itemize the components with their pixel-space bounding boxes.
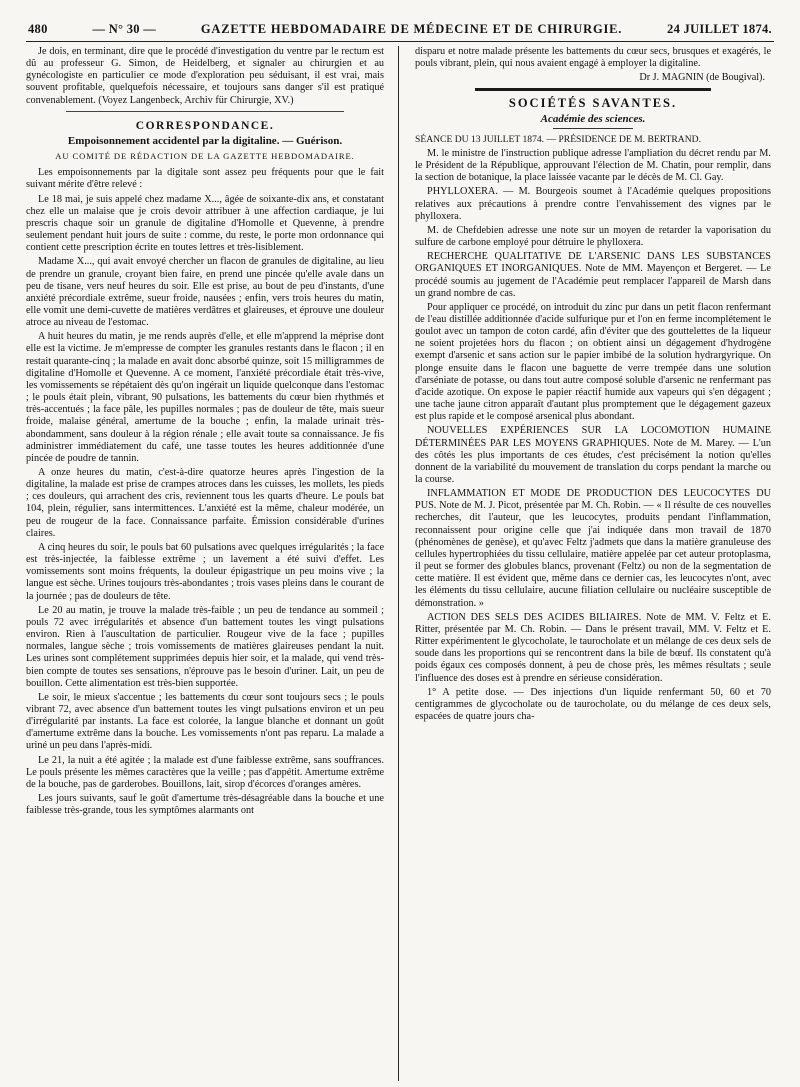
letter-paragraph: Le 20 au matin, je trouve la malade très-faible ; un peu de tendance au sommeil ; pouls 72 avec irrégularités et absence d'un battement toutes les vingt pulsations environ. Rien à l'auscultation de particulier. Rougeur vive de la face ; pupilles normales, langue sèche ; trois vomissements de matières glaireuses pendant la nuit. Les urines sont complétement supprimées depuis hier soir, et la malade, qui vend très-bien compte de toutes ses sensations, n'éprouve pas le besoin d'uriner. Lait, un peu de bouillon. Cette alimentation est très-bien supportée. <box>26 604 384 689</box>
session-line: SÉANCE DU 13 JUILLET 1874. — PRÉSIDENCE DE M. BERTRAND. <box>415 133 701 145</box>
report-paragraph: ACTION DES SELS DES ACIDES BILIAIRES. Note de MM. V. Feltz et E. Ritter, présentée par M. Ch. Robin. — Dans le présent travail, MM. V. Feltz et E. Ritter expérimentent le glycocholate, le taurocholate et un mélange de ces deux sels de soude dans les proportions qui se rencontrent dans la bile de bœuf. Ils constatent qu'à poids égaux ces composés donnent, à peu de chose près, les mêmes résultats ; seule l'influence des doses est à prendre en sérieuse considération. <box>415 611 771 684</box>
report-paragraph: M. de Chefdebien adresse une note sur un moyen de retarder la vaporisation du sulfure de carbone employé pour détruire le phylloxera. <box>415 224 771 249</box>
letter-paragraph: A huit heures du matin, je me rends auprès d'elle, et elle m'apprend la méprise dont elle est la victime. Je m'empresse de compter les granules restants dans le flacon ; il en restait quarante-cinq ; la malade en avait donc absorbé quinze, soit 15 milligrammes de digitaline d'Homolle et Quevenne. A ce moment, l'anxiété précordiale était très-vive, les vomissements se répétaient dès qu'on ingérait un liquide quelconque dans l'estomac ; le pouls était plein, vibrant, 90 pulsations, les battements du cœur bien rhythmés et très-accentués ; la face pâle, les pupilles normales ; pas de douleur de tête, mais sueur froide, malaise général, amertume de la bouche ; enfin, la malade urinait très-abondamment, sans douleur à la région rénale ; elle avait toute sa connaissance. Je fis administrer immédiatement du café, une tasse toutes les heures additionnée d'une pincée de poudre de tannin. <box>26 331 384 464</box>
journal-title: GAZETTE HEBDOMADAIRE DE MÉDECINE ET DE CHIRURGIE. <box>200 22 623 36</box>
letter-paragraph: Les jours suivants, sauf le goût d'amertume très-désagréable dans la bouche et une faiblesse très-grande, tous les symptômes alarmants ont <box>26 793 384 817</box>
column-rule <box>398 46 399 1081</box>
divider <box>66 111 344 112</box>
letter-paragraph: Madame X..., qui avait envoyé chercher un flacon de granules de digitaline, au lieu de prendre un granule, croyant bien faire, en prend une pincée qu'elle avale dans un peu de tisane, vers neuf heures du soir. Elle est prise, au bout de peu d'instants, d'une anxiété précordiale extrême, sueur froide, nausées ; enfin, vers trois heures du matin, elle vomit une demi-cuvette de matières verdâtres et glaireuses, et éprouve une douleur atroce au niveau de l'estomac. <box>26 256 384 329</box>
letter-paragraph: Le soir, le mieux s'accentue ; les battements du cœur sont toujours secs ; le pouls vibrant 72, avec absence d'un battement toutes les vingt pulsations environ et un peu d'irrégularité par instants. La face est colorée, la langue blanche et donnant un goût d'amertume extrême dans la bouche. Les vomissements n'ont pas reparu. La malade a uriné un peu dans l'après-midi. <box>26 691 384 752</box>
report-paragraph: RECHERCHE QUALITATIVE DE L'ARSENIC DANS LES SUBSTANCES ORGANIQUES ET INORGANIQUES. Note de MM. Mayençon et Bergeret. — Le procédé soumis au jugement de l'Académie peut remplacer l'appareil de Marsh dans un grand nombre de cas. <box>415 251 771 299</box>
right-column <box>405 46 771 1081</box>
report-paragraph: PHYLLOXERA. — M. Bourgeois soumet à l'Académie quelques propositions relatives aux précautions à prendre contre l'envahissement des vignes par le phylloxera. <box>415 186 771 222</box>
letter-continuation: disparu et notre malade présente les battements du cœur secs, brusques et exagérés, le pouls vibrant, plein, qui nous avaient engagé à employer la digitaline. <box>415 46 771 70</box>
left-column <box>26 46 392 1081</box>
intro-paragraph: Je dois, en terminant, dire que le procédé d'investigation du ventre par le rectum est dû au professeur G. Simon, de Heidelberg, et signaler au chirurgien et au gynécologiste en particulier ce mode d'exploration peu séduisant, il est vrai, mais souvent profitable, quelquefois nécessaire, et toujours sans danger s'il est pratiqué convenablement. (Voyez Langenbeck, Archiv für Chirurgie, XV.) <box>26 46 384 106</box>
section-divider <box>475 88 711 91</box>
letter-paragraph: Le 21, la nuit a été agitée ; la malade est d'une faiblesse extrême, sans souffrances. Le pouls présente les mêmes caractères que la veille ; pas d'appétit. Amertume extrême de la bouche, pas de garderobes. Bouillons, lait, sirop d'écorces d'oranges amères. <box>26 754 384 790</box>
letter-paragraph: A onze heures du matin, c'est-à-dire quatorze heures après l'ingestion de la digitaline, la malade est prise de crampes atroces dans les cuisses, les mollets, les pieds ; ces douleurs, qui arrachent des cris, reviennent tous les quarts d'heure. Le pouls bat 104, plein, régulier, sans intermittences. L'anxiété est la même, chaleur modérée, un peu de rougeur de la face. Connaissance parfaite. Émission considérable d'urines claires. <box>26 467 384 539</box>
issue-number: — N° 30 — <box>92 22 157 36</box>
section-title-societes: SOCIÉTÉS SAVANTES. <box>508 96 678 111</box>
short-divider <box>553 128 633 129</box>
issue-date: 24 JUILLET 1874. <box>667 22 772 36</box>
report-paragraph: NOUVELLES EXPÉRIENCES SUR LA LOCOMOTION HUMAINE DÉTERMINÉES PAR LES MOYENS GRAPHIQUES. Note de M. Marey. — L'un des côtés les plus importants de ces études, c'est précisément la notion qu'elles donnent de la variabilité du mouvement de translation du corps pendant la marche ou la course. <box>415 425 771 485</box>
running-header <box>26 22 774 42</box>
academy-title: Académie des sciences. <box>540 112 646 125</box>
two-column-body <box>26 46 774 1081</box>
letter-title: Empoisonnement accidentel par la digitaline. — Guérison. <box>67 134 343 147</box>
report-paragraph: Pour appliquer ce procédé, on introduit du zinc pur dans un petit flacon renfermant de l'eau distillée additionnée d'acide sulfurique pur et l'on en ferme incomplétement le goulot avec un tampon de coton cardé, afin d'éviter que des gouttelettes de la liqueur ne soient projetées hors du flacon ; on obtient ainsi un dégagement d'hydrogène exempt d'arsenic et sans action sur le papier imbibé de la solution hydrargyrique. On plonge ensuite dans le flacon une baguette de verre trempée dans une solution d'arséniate de potasse, ou dans tout autre composé soluble d'arsenic ne renfermant pas d'acide azotique. On expose le papier réactif humide aux vapeurs qui s'en dégagent ; une tache jaune citron apparaît d'autant plus promptement que le dégagement gazeux est plus rapide et le composé arsenical plus abondant. <box>415 301 771 423</box>
letter-address: AU COMITÉ DE RÉDACTION DE LA GAZETTE HEBDOMADAIRE. <box>55 151 355 162</box>
page-number: 480 <box>28 22 48 36</box>
letter-signature: Dr J. MAGNIN (de Bougival). <box>639 72 765 84</box>
letter-paragraph: Le 18 mai, je suis appelé chez madame X..., âgée de soixante-dix ans, et constatant chez elle un malaise que je crois devoir attribuer à une affection cardiaque, je lui prescris chaque soir un granule de digitaline d'Homolle et Quevenne, à prendre seulement pendant huit jours de suite : comme, du reste, le porte mon ordonnance qui contient cette prescription écrite en toutes lettres et très-lisiblement. <box>26 193 384 254</box>
section-title-correspondance: CORRESPONDANCE. <box>135 119 275 132</box>
letter-paragraph: A cinq heures du soir, le pouls bat 60 pulsations avec quelques irrégularités ; la face est très-injectée, la faiblesse extrême ; un lavement a été suivi d'effet. Les vomissements sont moins fréquents, la douleur épigastrique un peu moins vive ; la langue est sèche. Urines toujours très-abondantes ; trois vases pleins dans le courant de la journée ; pas de douleurs de tête. <box>26 541 384 602</box>
report-paragraph: 1° A petite dose. — Des injections d'un liquide renfermant 50, 60 et 70 centigrammes de glycocholate ou de taurocholate, ou du mélange de ces deux sels, espacées de quatre jours cha- <box>415 686 771 722</box>
letter-paragraph: Les empoisonnements par la digitale sont assez peu fréquents pour que le fait suivant mérite d'être relevé : <box>26 167 384 191</box>
report-paragraph: INFLAMMATION ET MODE DE PRODUCTION DES LEUCOCYTES DU PUS. Note de M. J. Picot, présentée par M. Ch. Robin. — « Il résulte de ces nouvelles recherches, dit l'auteur, que les leucocytes, produits pendant l'inflammation, reconnaissent pour origine celle que j'ai indiquée dans mon travail de 1870 (phénomènes de genèse), et qu'avec Feltz j'admets que dans la matière granuleuse des cellules hypertrophiées du tissu cellulaire, matière appelée par cet auteur protoplasma, il peut se former des globules blancs, provenant (Feltz) ou non de la segmentation de cette matière. Il est évident que, même dans ce dernier cas, les leucocytes n'ont, avec les éléments du tissu cellulaire, aucune filiation cellulaire ou nucléaire susceptible de démonstration. » <box>415 488 771 609</box>
report-paragraph: M. le ministre de l'instruction publique adresse l'ampliation du décret rendu par M. le Président de la République, approuvant l'élection de M. Chatin, pour remplir, dans la section de botanique, la place laissée vacante par le décès de M. Cl. Gay. <box>415 147 771 184</box>
